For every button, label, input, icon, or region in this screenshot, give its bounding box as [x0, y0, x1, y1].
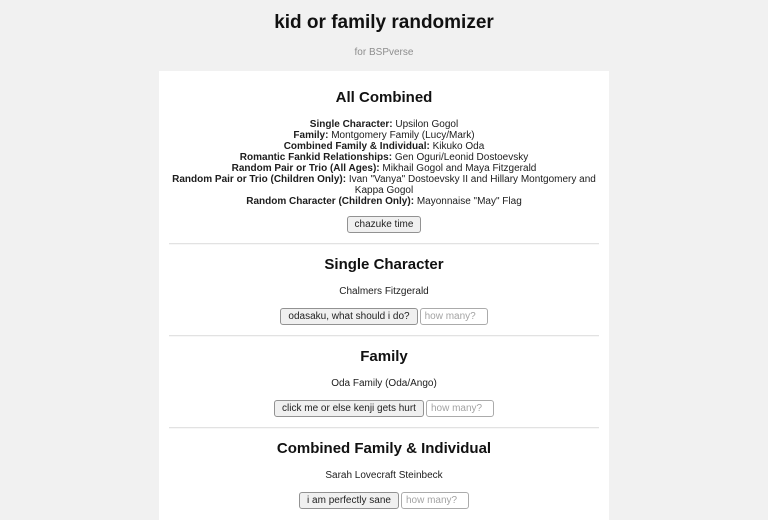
family-heading: Family — [360, 348, 408, 365]
page-header — [0, 12, 768, 58]
section-divider — [169, 427, 599, 429]
result-label: Random Pair or Trio (Children Only): — [172, 174, 347, 185]
combined-family-individual-generate-button[interactable]: i am perfectly sane — [299, 492, 399, 509]
result-label: Random Character (Children Only): — [246, 196, 415, 207]
combined-family-individual-heading: Combined Family & Individual — [276, 440, 492, 457]
combined-family-individual-count-input[interactable] — [401, 492, 469, 509]
single-character-controls — [167, 308, 601, 326]
section-all-combined — [167, 87, 601, 234]
result-value: Montgomery Family (Lucy/Mark) — [331, 130, 475, 141]
single-character-result: Chalmers Fitzgerald — [339, 286, 429, 297]
family-count-input[interactable] — [426, 400, 494, 417]
result-value: Ivan "Vanya" Dostoevsky II and Hillary Montgomery and Kappa Gogol — [348, 174, 596, 196]
result-label: Random Pair or Trio (All Ages): — [231, 163, 380, 174]
single-character-count-input[interactable] — [420, 308, 488, 325]
combined-family-individual-controls — [167, 492, 601, 510]
result-label: Single Character: — [309, 119, 393, 130]
all-combined-heading: All Combined — [335, 89, 433, 106]
result-value: Kikuko Oda — [432, 141, 485, 152]
result-label: Combined Family & Individual: — [283, 141, 430, 152]
result-line — [167, 130, 601, 141]
all-combined-controls — [167, 216, 601, 234]
result-line — [167, 119, 601, 130]
section-divider — [169, 243, 599, 245]
result-line — [167, 196, 601, 207]
all-combined-results — [167, 119, 601, 207]
family-generate-button[interactable]: click me or else kenji gets hurt — [274, 400, 424, 417]
result-value: Gen Oguri/Leonid Dostoevsky — [394, 152, 529, 163]
page-subtitle: for BSPverse — [354, 47, 414, 58]
result-line — [167, 141, 601, 152]
result-value: Mayonnaise "May" Flag — [416, 196, 522, 207]
family-result: Oda Family (Oda/Ango) — [331, 378, 437, 389]
result-label: Family: — [293, 130, 329, 141]
randomizer-card — [159, 71, 609, 520]
result-line — [167, 152, 601, 163]
section-family — [167, 346, 601, 418]
section-combined-family-individual — [167, 438, 601, 510]
combined-family-individual-result: Sarah Lovecraft Steinbeck — [325, 470, 443, 481]
single-character-generate-button[interactable]: odasaku, what should i do? — [280, 308, 417, 325]
single-character-heading: Single Character — [324, 256, 444, 273]
result-line — [167, 163, 601, 174]
result-value: Mikhail Gogol and Maya Fitzgerald — [382, 163, 537, 174]
result-line — [167, 174, 601, 196]
family-controls — [167, 400, 601, 418]
all-combined-generate-button[interactable]: chazuke time — [347, 216, 422, 233]
result-value: Upsilon Gogol — [395, 119, 459, 130]
result-label: Romantic Fankid Relationships: — [239, 152, 393, 163]
page-title: kid or family randomizer — [274, 12, 494, 33]
section-single-character — [167, 254, 601, 326]
section-divider — [169, 335, 599, 337]
